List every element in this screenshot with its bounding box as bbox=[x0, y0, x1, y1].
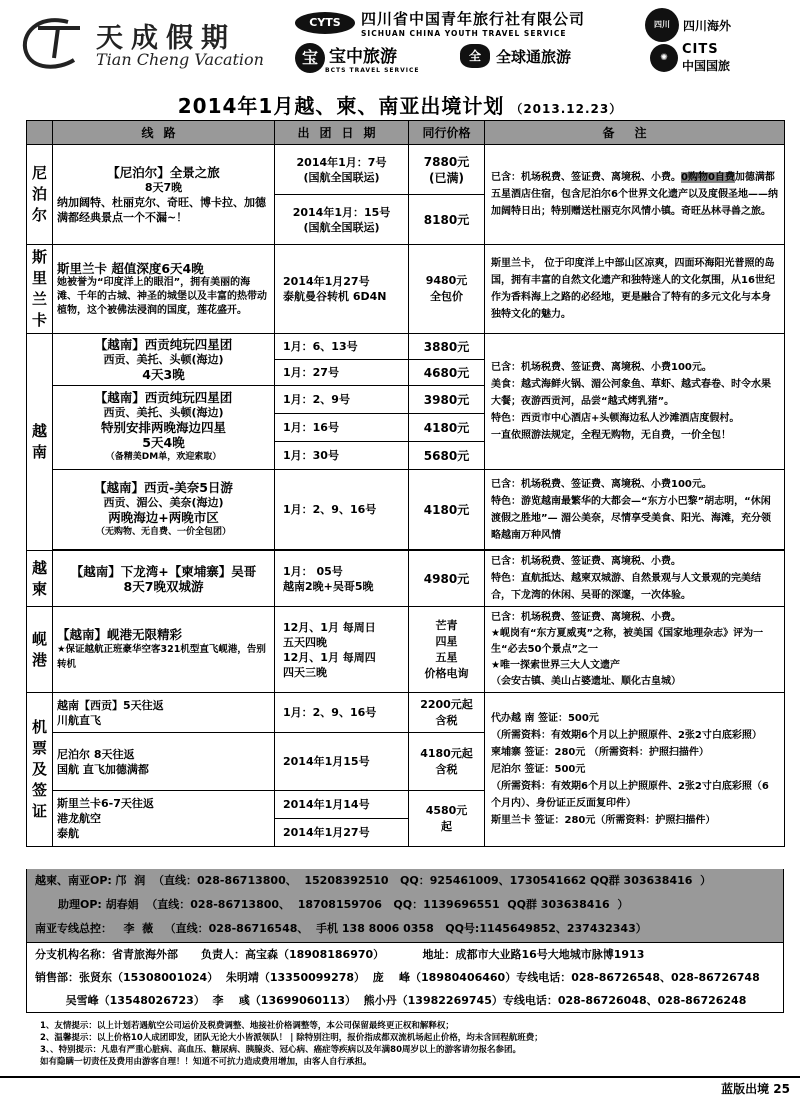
header-route: 线路 bbox=[53, 121, 275, 145]
region-nepal: 尼泊尔 bbox=[27, 145, 53, 245]
partner-bcts-name: 宝中旅游 bbox=[329, 47, 397, 67]
route-viet-cam bbox=[53, 551, 275, 607]
note-nepal-pre: 已含：机场税费、签证费、离境税、小费。 bbox=[491, 172, 681, 183]
brand-name-en: Tian Cheng Vacation bbox=[96, 50, 264, 69]
route-danang bbox=[53, 607, 275, 693]
route-viet-cam-title: 【越南】下龙湾+【柬埔寨】吴哥 bbox=[70, 563, 257, 579]
itinerary-table bbox=[26, 120, 785, 847]
branch-info bbox=[26, 943, 784, 1013]
header-notes: 备注 bbox=[485, 121, 785, 145]
date-vietnam-3: 1月：2、9、16号 bbox=[275, 470, 409, 550]
route-vietnam-2-sub: 西贡、美托、头顿(海边) bbox=[103, 406, 224, 419]
date-nepal-1: 2014年1月：7号 (国航全国联运) bbox=[275, 145, 409, 195]
tiancheng-mark-icon bbox=[18, 14, 88, 72]
branch-line: 吴雪峰（13548026723） 李 彧（13699060113） 熊小丹（13982269745）专线电话：028-86726048、028-86726248 bbox=[35, 994, 747, 1007]
price-nepal-1: 7880元 (已满) bbox=[409, 145, 485, 195]
note-nepal bbox=[485, 145, 785, 245]
note-srilanka: 斯里兰卡， 位于印度洋上中部山区凉爽，四面环海阳光普照的岛国，拥有丰富的自然文化遗产和独特迷人的文化氛围，从16世纪作为香料海上之路的必经地，更是融合了特有的多元文化与本身独特文化的魅力。 bbox=[485, 245, 785, 334]
date-ticket-1: 1月：2、9、16号 bbox=[275, 693, 409, 733]
date-srilanka: 2014年1月27号 泰航曼谷转机 6D4N bbox=[275, 245, 409, 334]
price-ticket-1: 2200元起 含税 bbox=[409, 693, 485, 733]
date-vietnam-1a: 1月：6、13号 bbox=[275, 334, 409, 360]
region-tickets: 机票及签证 bbox=[27, 693, 53, 847]
route-danang-desc: ★保证越航正班豪华空客321机型直飞岘港，告别转机 bbox=[57, 644, 266, 670]
route-vietnam-3-small: （无购物、无自费、一价全包团） bbox=[95, 526, 231, 537]
route-nepal-desc: 纳加阔特、杜丽克尔、奇旺、博卡拉、加德满都经典景点一个不漏~！ bbox=[57, 195, 266, 224]
route-vietnam-1-sub: 西贡、美托、头顿(海边) bbox=[103, 353, 224, 366]
region-srilanka: 斯里兰卡 bbox=[27, 245, 53, 334]
table-row bbox=[27, 470, 785, 550]
footer-divider bbox=[0, 1076, 800, 1078]
tips bbox=[40, 1020, 770, 1068]
price-vietnam-2b: 4180元 bbox=[409, 414, 485, 442]
table-row bbox=[27, 145, 785, 195]
route-nepal bbox=[53, 145, 275, 245]
route-srilanka-title: 斯里兰卡 超值深度6天4晚 bbox=[57, 260, 204, 276]
route-vietnam-1-days: 4天3晚 bbox=[142, 367, 185, 382]
table-row bbox=[27, 693, 785, 733]
partner-cyts bbox=[295, 8, 585, 38]
tip-line: 1、友情提示：以上计划若遇航空公司运价及税费调整、地接社价格调整等，本公司保留最终更正权和解释权； bbox=[40, 1021, 454, 1031]
header-blank bbox=[27, 121, 53, 145]
route-danang-title: 【越南】岘港无限精彩 bbox=[57, 627, 183, 642]
partner-cits-name: 中国国旅 bbox=[682, 59, 731, 73]
route-vietnam-2 bbox=[53, 386, 275, 470]
route-nepal-days: 8天7晚 bbox=[144, 180, 183, 194]
tip-line: 2、温馨提示：以上价格10人成团即发，团队无论大小皆派领队！ | 除特别注明，报价指成都双流机场起止价格，均未含回程航班费； bbox=[40, 1033, 543, 1043]
table-row bbox=[27, 245, 785, 334]
route-ticket-3: 斯里兰卡6-7天往返 港龙航空 泰航 bbox=[53, 791, 275, 847]
partner-bcts-en: BCTS TRAVEL SERVICE bbox=[325, 67, 420, 74]
route-vietnam-2-small: （备精美DM单，欢迎索取） bbox=[105, 452, 222, 462]
partner-quanqiutong-name: 全球通旅游 bbox=[496, 47, 572, 66]
note-viet-cam: 已含：机场税费、签证费、离境税、小费。 特色：直航抵达、越柬双城游、自然景观与人文景观的完美结合，下龙湾的休闲、吴哥的深邃，一次体验。 bbox=[485, 551, 785, 607]
note-nepal-post: 加德满都五星酒店住宿，包含尼泊尔6个世界文化遗产以及度假圣地——纳加阔特日出；特别赠送杜丽克尔风情小镇。奇旺丛林寻兽之旅。 bbox=[491, 172, 778, 217]
cyts-logo-icon: CYTS bbox=[295, 12, 355, 34]
page-footer: 蓝版出境 25 bbox=[721, 1082, 790, 1096]
contact-line: 越柬、南亚OP: 邝 润 （直线：028-86713800、 15208392510 QQ：925461009、1730541662 QQ群 303638416 ） bbox=[35, 874, 712, 887]
date-nepal-2: 2014年1月：15号 (国航全国联运) bbox=[275, 195, 409, 245]
tip-line: 3、、特别提示：凡患有严重心脏病、高血压、糖尿病、胰腺炎、冠心病、癌症等疾病以及年满80周岁以上的游客请勿报名参团。 bbox=[40, 1045, 521, 1055]
partner-quanqiutong bbox=[460, 44, 571, 68]
table-row bbox=[27, 334, 785, 360]
price-srilanka: 9480元 全包价 bbox=[409, 245, 485, 334]
sichuan-overseas-logo-icon: 四川 bbox=[645, 8, 679, 42]
region-vietnam: 越南 bbox=[27, 334, 53, 551]
route-ticket-1: 越南【西贡】5天往返 川航直飞 bbox=[53, 693, 275, 733]
table-row bbox=[27, 607, 785, 693]
contact-line: 助理OP: 胡春娟 （直线：028-86713800、 18708159706 QQ：1139696551 QQ群 303638416 ） bbox=[35, 898, 629, 911]
region-viet-cam: 越柬 bbox=[27, 551, 53, 607]
page-title-date: （2013.12.23） bbox=[510, 102, 623, 116]
partner-cyts-en: SICHUAN CHINA YOUTH TRAVEL SERVICE bbox=[361, 29, 567, 38]
branch-line: 销售部：张贤东（15308001024） 朱明靖（13350099278） 庞 峰（18980406460）专线电话：028-86726548、028-86726748 bbox=[35, 971, 760, 984]
route-vietnam-2-title: 【越南】西贡纯玩四星团 bbox=[94, 390, 233, 405]
contact-line: 南亚专线总控： 李 薇 （直线：028-86716548、 手机 138 8006 0358 QQ号:1145649852、237432343） bbox=[35, 922, 647, 935]
operator-contacts bbox=[26, 869, 784, 943]
partner-cyts-name: 四川省中国青年旅行社有限公司 bbox=[361, 10, 586, 28]
route-nepal-title: 【尼泊尔】全景之旅 bbox=[107, 164, 220, 180]
partner-cits-en: CITS bbox=[682, 42, 719, 57]
date-vietnam-1b: 1月：27号 bbox=[275, 360, 409, 386]
branch-line: 分支机构名称：省青旅海外部 负责人：高宝森（18908186970） 地址：成都市大业路16号大地城市脉博1913 bbox=[35, 948, 645, 961]
date-ticket-2: 2014年1月15号 bbox=[275, 733, 409, 791]
price-vietnam-1b: 4680元 bbox=[409, 360, 485, 386]
route-srilanka bbox=[53, 245, 275, 334]
table-row bbox=[27, 551, 785, 607]
note-vietnam-3: 已含：机场税费、签证费、离境税、小费100元。 特色：游览越南最繁华的大都会—“东方小巴黎”胡志明，“休闲渡假之胜地”— 湄公美奈，尽情享受美食、阳光、海滩，充分领略越南万种风情 bbox=[485, 470, 785, 550]
note-danang: 已含：机场税费、签证费、离境税、小费。 ★岘岗有“东方夏威夷”之称，被美国《国家地理杂志》评为一生“必去50个景点”之一 ★唯一探索世界三大人文遗产 （会安古镇、美山占婆遗址、顺化古皇城） bbox=[485, 607, 785, 693]
route-vietnam-3-extra: 两晚海边+两晚市区 bbox=[108, 509, 219, 525]
quanqiutong-logo-icon: 全 bbox=[460, 44, 490, 68]
route-vietnam-3-title: 【越南】西贡-美奈5日游 bbox=[94, 479, 233, 495]
price-danang: 芒青 四星 五星 价格电询 bbox=[409, 607, 485, 693]
date-danang: 12月、1月 每周日 五天四晚 12月、1月 每周四 四天三晚 bbox=[275, 607, 409, 693]
date-ticket-3a: 2014年1月14号 bbox=[275, 791, 409, 819]
page-title-main: 2014年1月越、柬、南亚出境计划 bbox=[177, 94, 505, 118]
route-vietnam-1 bbox=[53, 334, 275, 386]
table-header-row bbox=[27, 121, 785, 145]
tiancheng-logo bbox=[18, 12, 288, 72]
route-vietnam-1-title: 【越南】西贡纯玩四星团 bbox=[94, 337, 233, 352]
tip-line: 如有隐瞒一切责任及费用由游客自理！！知道不可抗力造成费用增加，由客人自行承担。 bbox=[40, 1057, 372, 1067]
date-vietnam-2a: 1月：2、9号 bbox=[275, 386, 409, 414]
partner-cits bbox=[650, 42, 730, 74]
header bbox=[0, 0, 800, 80]
partner-sichuan-overseas-name: 四川海外 bbox=[683, 18, 732, 33]
date-vietnam-2b: 1月：16号 bbox=[275, 414, 409, 442]
page-title bbox=[0, 90, 800, 119]
route-vietnam-3-sub: 西贡、湄公、美奈(海边) bbox=[103, 495, 224, 509]
price-nepal-2: 8180元 bbox=[409, 195, 485, 245]
price-vietnam-2c: 5680元 bbox=[409, 442, 485, 470]
date-viet-cam: 1月： 05号 越南2晚+吴哥5晚 bbox=[275, 551, 409, 607]
route-viet-cam-days: 8天7晚双城游 bbox=[123, 578, 204, 594]
route-ticket-2: 尼泊尔 8天往返 国航 直飞加德满都 bbox=[53, 733, 275, 791]
price-vietnam-2a: 3980元 bbox=[409, 386, 485, 414]
region-danang: 岘港 bbox=[27, 607, 53, 693]
route-vietnam-2-extra: 特别安排两晚海边四星 bbox=[100, 420, 226, 435]
price-vietnam-3: 4180元 bbox=[409, 470, 485, 550]
note-tickets: 代办越 南 签证：500元 （所需资料：有效期6个月以上护照原件、2张2寸白底彩照） 柬埔寨 签证：280元 （所需资料：护照扫描件） 尼泊尔 签证：500元 （所需资料：有效期6个月以上护照原件、2张2寸白底彩照（6个月内）、身份证正反面复印件） 斯里兰卡 签证：280元（所需资料：护照扫描件） bbox=[485, 693, 785, 847]
bcts-logo-icon: 宝 bbox=[295, 43, 325, 73]
brand-name-cn: 天成假期 bbox=[96, 23, 236, 54]
price-viet-cam: 4980元 bbox=[409, 551, 485, 607]
note-nepal-highlight: 0购物0自费 bbox=[681, 172, 735, 183]
route-vietnam-2-days: 5天4晚 bbox=[142, 435, 185, 450]
price-vietnam-1a: 3880元 bbox=[409, 334, 485, 360]
note-vietnam-12: 已含：机场税费、签证费、离境税、小费100元。 美食：越式海鲜火锅、湄公河象鱼、草虾、越式春卷、时令水果大餐；夜游西贡河，品尝“越式烤乳猪”。 特色：西贡市中心酒店+头顿海边私人沙滩酒店度假村。 一直依照游法规定，全程无购物，无自费，一价全包！ bbox=[485, 334, 785, 470]
partner-bcts bbox=[295, 42, 420, 74]
route-vietnam-3 bbox=[53, 470, 275, 550]
date-vietnam-2c: 1月：30号 bbox=[275, 442, 409, 470]
header-date: 出团日期 bbox=[275, 121, 409, 145]
route-srilanka-desc: 她被誉为“印度洋上的眼泪”，拥有美丽的海滩、千年的古城、神圣的城堡以及丰富的热带动植物，这个被佛法浸润的国度，莲花盛开。 bbox=[57, 276, 267, 316]
cits-logo-icon: ✺ bbox=[650, 44, 678, 72]
header-price: 同行价格 bbox=[409, 121, 485, 145]
date-ticket-3b: 2014年1月27号 bbox=[275, 819, 409, 847]
price-ticket-2: 4180元起 含税 bbox=[409, 733, 485, 791]
partner-sichuan-overseas bbox=[645, 8, 731, 42]
price-ticket-3: 4580元 起 bbox=[409, 791, 485, 847]
